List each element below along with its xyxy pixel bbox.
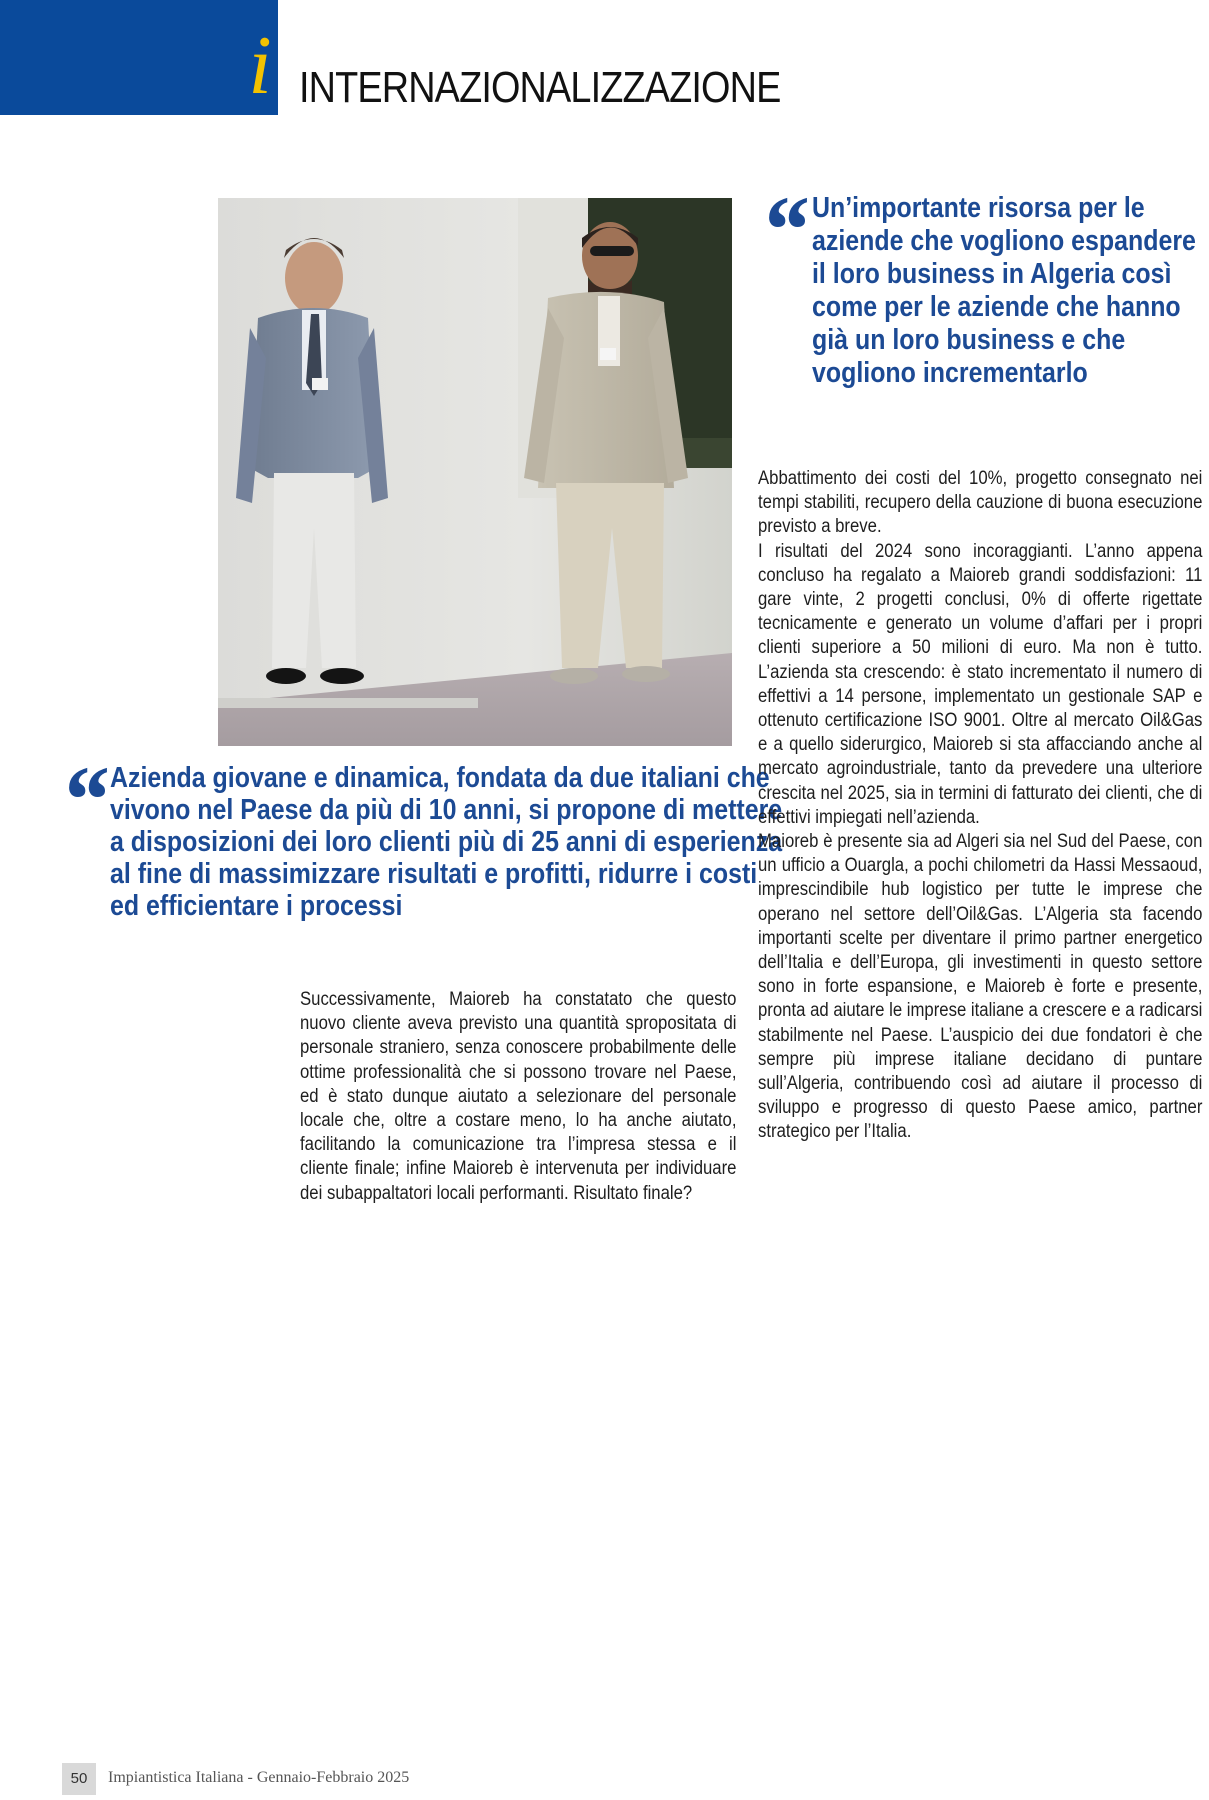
section-header-band xyxy=(0,0,278,115)
pull-quote-middle xyxy=(60,746,783,922)
photo-two-men-standing-icon xyxy=(218,198,732,746)
article-column-right: Abbattimento dei costi del 10%, progetto consegnato nei tempi stabiliti, recupero della cauzione di buona esecuzione previsto a breve. I risultati del 2024 sono incoraggianti. L’anno appena concluso ha regalato a Maioreb grandi soddisfazioni: 11 gare vinte, 2 progetti conclusi, 0% di offerte rigettate tecnicamente e generato un volume d’affari per i propri clienti superiore a 50 milioni di euro. Ma non è tutto. L’azienda sta crescendo: è stato incrementato il numero di effettivi a 14 persone, implementato un gestionale SAP e ottenuto certificazione ISO 9001. Oltre al mercato Oil&Gas e a quello siderurgico, Maioreb si sta affacciando anche al mercato agroindustriale, tanto da prevedere una ulteriore crescita nel 2025, sia in termini di fatturato dei clienti, che di effettivi impiegati nell’azienda. Maioreb è presente sia ad Algeri sia nel Sud del Paese, con un ufficio a Ouargla, a pochi chilometri da Hassi Messaoud, imprescindibile hub logistico per tutte le imprese che operano nel settore dell’Oil&Gas. L’Algeria sta facendo importanti scelte per diventare il primo partner energetico dell’Italia e dell’Europa, gli investimenti in questo settore sono in forte espansione, e Maioreb è forte e presente, pronta ad aiutare le imprese italiane a crescere e a radicarsi stabilmente nel Paese. L’auspicio dei due fondatori è che sempre più imprese italiane decidano di puntare sull’Algeria, contribuendo così ad aiutare il processo di sviluppo e progresso di questo Paese amico, partner strategico per l’Italia. xyxy=(758,468,1203,1143)
section-letter: i xyxy=(248,19,272,112)
pull-quote-middle-text: Azienda giovane e dinamica, fondata da due italiani che vivono nel Paese da più di 10 anni, si propone di mettere a disposizioni dei loro clienti più di 25 anni di esperienza al fine di massimizzare risultati e profitti, ridurre i costi ed efficientare i processi xyxy=(110,762,783,922)
quote-mark-icon: “ xyxy=(760,176,808,283)
article-column-left: Successivamente, Maioreb ha constatato che questo nuovo cliente aveva previsto una quantità spropositata di personale straniero, senza conoscere probabilmente delle ottime professionalità che si possono trovare nel Paese, ed è stato dunque aiutato a selezionare del personale locale che, oltre a costare meno, lo ha anche aiutato, facilitando la comunicazione tra l’impresa stessa e il cliente finale; infine Maioreb è intervenuta per individuare dei subappaltatori locali performanti. Risultato finale? xyxy=(300,989,737,1204)
article-photo xyxy=(218,198,732,746)
quote-mark-icon: “ xyxy=(60,746,108,853)
page-number: 50 xyxy=(62,1763,96,1795)
pull-quote-top-text: Un’importante risorsa per le aziende che vogliono espandere il loro business in Algeria così come per le aziende che hanno già un loro business e che vogliono incrementarlo xyxy=(812,192,1196,389)
pull-quote-top xyxy=(760,176,1200,390)
publication-footer: Impiantistica Italiana - Gennaio-Febbraio 2025 xyxy=(108,1769,410,1786)
section-title: INTERNAZIONALIZZAZIONE xyxy=(299,63,781,112)
